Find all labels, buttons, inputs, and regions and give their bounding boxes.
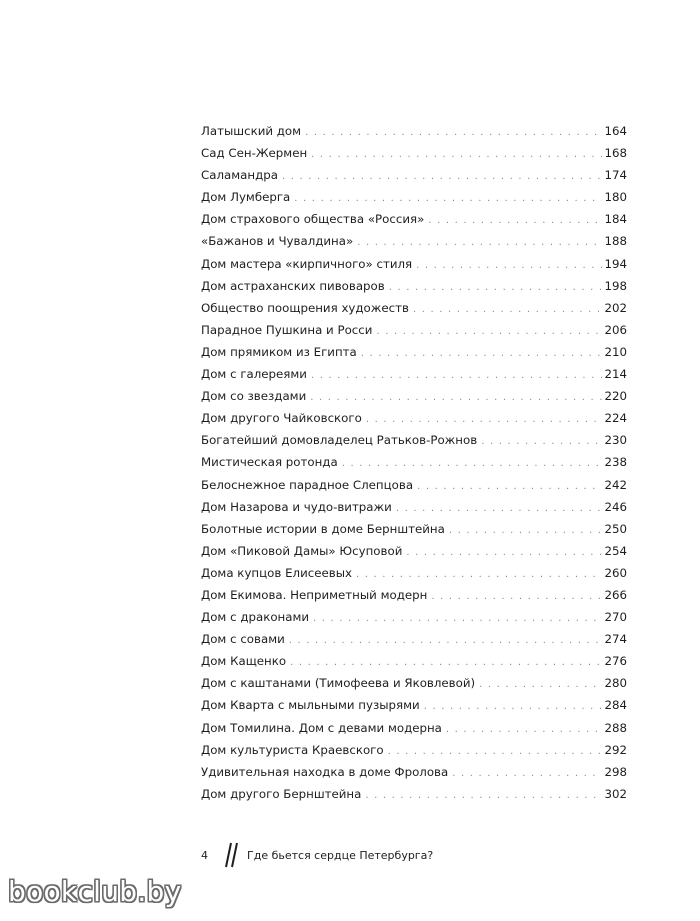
- footer-book-title: Где бьется сердце Петербурга?: [247, 848, 434, 862]
- toc-entry-title: Болотные истории в доме Бернштейна: [201, 521, 445, 536]
- toc-entry-title: Дом Кащенко: [201, 654, 287, 669]
- toc-entry-title: Дом культуриста Краевского: [201, 742, 384, 757]
- toc-entry: [201, 694, 627, 716]
- toc-entry-title: Дом с каштанами (Тимофеева и Яковлевой): [201, 676, 476, 691]
- toc-entry-title: Богатейший домовладелец Ратьков-Рожнов: [201, 433, 478, 448]
- toc-entry: [201, 230, 627, 252]
- toc-entry-page: 302: [604, 786, 627, 801]
- toc-entry-page: 198: [604, 278, 627, 293]
- dot-leader: [479, 674, 602, 696]
- toc-entry: [201, 584, 627, 606]
- dot-leader: [342, 453, 603, 475]
- toc-entry-title: Дом Екимова. Неприметный модерн: [201, 587, 428, 602]
- toc-entry-page: 168: [604, 146, 627, 161]
- dot-leader: [417, 476, 602, 498]
- dot-leader: [282, 166, 603, 188]
- toc-entry-page: 238: [604, 455, 627, 470]
- toc-entry: [201, 628, 627, 650]
- toc-entry: [201, 164, 627, 186]
- toc-entry-title: Дом Кварта с мыльными пузырями: [201, 698, 420, 713]
- dot-leader: [449, 520, 603, 542]
- toc-entry-title: Дом с совами: [201, 632, 285, 647]
- toc-entry-title: Общество поощрения художеств: [201, 300, 409, 315]
- dot-leader: [406, 542, 602, 564]
- toc-entry-page: 274: [604, 632, 627, 647]
- toc-entry: [201, 739, 627, 761]
- page-footer: [201, 840, 433, 870]
- dot-leader: [446, 719, 603, 741]
- watermark: bookclub.by: [8, 875, 182, 908]
- dot-leader: [313, 608, 602, 630]
- toc-entry-title: Дом страхового общества «Россия»: [201, 212, 425, 227]
- dot-leader: [356, 564, 602, 586]
- toc-entry: [201, 518, 627, 540]
- dot-leader: [424, 696, 603, 718]
- toc-entry-page: 288: [604, 720, 627, 735]
- dot-leader: [452, 763, 602, 785]
- toc-entry-title: Сад Сен-Жермен: [201, 146, 308, 161]
- toc-entry: [201, 341, 627, 363]
- toc-entry-page: 220: [604, 389, 627, 404]
- toc-entry: [201, 474, 627, 496]
- toc-entry-page: 206: [604, 322, 627, 337]
- toc-entry-page: 224: [604, 411, 627, 426]
- toc-entry: [201, 496, 627, 518]
- dot-leader: [396, 498, 603, 520]
- dot-leader: [311, 144, 602, 166]
- dot-leader: [310, 387, 602, 409]
- toc-entry-page: 242: [604, 477, 627, 492]
- toc-entry-title: Латышский дом: [201, 124, 302, 138]
- toc-entry-title: Саламандра: [201, 168, 278, 183]
- dot-leader: [366, 409, 603, 431]
- toc-entry-page: 184: [604, 212, 627, 227]
- toc-entry: [201, 297, 627, 319]
- toc-entry: [201, 451, 627, 473]
- toc-entry-page: 214: [604, 367, 627, 382]
- toc-entry-title: Белоснежное парадное Слепцова: [201, 477, 414, 492]
- toc-entry: [201, 783, 627, 805]
- toc-entry: [201, 650, 627, 672]
- toc-entry: [201, 717, 627, 739]
- double-slash-icon: [219, 840, 241, 870]
- toc-entry: [201, 253, 627, 275]
- toc-entry: [201, 142, 627, 164]
- toc-entry-title: Дом другого Чайковского: [201, 411, 362, 426]
- toc-entry-title: Парадное Пушкина и Росси: [201, 322, 373, 337]
- dot-leader: [481, 431, 602, 453]
- toc-entry-page: 266: [604, 587, 627, 602]
- toc-entry-page: 180: [604, 190, 627, 205]
- toc-entry-page: 174: [604, 168, 627, 183]
- toc-entry-title: Дом Лумберга: [201, 190, 291, 205]
- toc-entry-page: 270: [604, 610, 627, 625]
- toc-entry: [201, 120, 627, 142]
- dot-leader: [357, 232, 602, 254]
- toc-entry-title: Дом Томилина. Дом с девами модерна: [201, 720, 442, 735]
- dot-leader: [388, 741, 603, 763]
- toc-entry: [201, 429, 627, 451]
- toc-entry-title: Дом мастера «кирпичного» стиля: [201, 256, 413, 271]
- dot-leader: [389, 277, 603, 299]
- toc-entry-page: 194: [604, 256, 627, 271]
- toc-entry-page: 254: [604, 543, 627, 558]
- toc-entry: [201, 540, 627, 562]
- toc-entry-page: 284: [604, 698, 627, 713]
- toc-entry-title: Дом прямиком из Египта: [201, 344, 357, 359]
- toc-entry-title: «Бажанов и Чувалдина»: [201, 234, 354, 249]
- toc-entry-title: Удивительная находка в доме Фролова: [201, 764, 449, 779]
- dot-leader: [311, 365, 603, 387]
- dot-leader: [290, 652, 602, 674]
- toc-entry-page: 210: [604, 344, 627, 359]
- toc-entry-page: 260: [604, 565, 627, 580]
- dot-leader: [294, 188, 602, 210]
- toc-entry: [201, 319, 627, 341]
- toc-entry: [201, 186, 627, 208]
- dot-leader: [431, 586, 602, 608]
- toc-entry-page: 164: [604, 124, 627, 138]
- dot-leader: [305, 122, 602, 144]
- table-of-contents: [201, 120, 627, 805]
- toc-entry-page: 298: [604, 764, 627, 779]
- toc-entry: [201, 606, 627, 628]
- toc-entry-title: Дома купцов Елисеевых: [201, 565, 352, 580]
- toc-entry: [201, 275, 627, 297]
- dot-leader: [416, 255, 602, 277]
- footer-page-number: 4: [201, 848, 208, 862]
- toc-entry-page: 188: [604, 234, 627, 249]
- dot-leader: [365, 785, 602, 807]
- toc-entry: [201, 672, 627, 694]
- toc-entry-title: Дом другого Бернштейна: [201, 786, 362, 801]
- toc-entry-page: 230: [604, 433, 627, 448]
- toc-entry-title: Дом со звездами: [201, 389, 307, 404]
- toc-entry: [201, 562, 627, 584]
- dot-leader: [289, 630, 603, 652]
- toc-entry: [201, 761, 627, 783]
- toc-entry-title: Дом «Пиковой Дамы» Юсуповой: [201, 543, 403, 558]
- toc-entry: [201, 363, 627, 385]
- dot-leader: [428, 210, 602, 232]
- toc-entry-title: Дом с галереями: [201, 367, 307, 382]
- toc-entry-title: Мистическая ротонда: [201, 455, 338, 470]
- toc-entry-title: Дом с драконами: [201, 610, 310, 625]
- toc-entry-page: 250: [604, 521, 627, 536]
- toc-entry-page: 246: [604, 499, 627, 514]
- toc-entry: [201, 385, 627, 407]
- toc-entry-page: 292: [604, 742, 627, 757]
- toc-entry-title: Дом Назарова и чудо-витражи: [201, 499, 392, 514]
- dot-leader: [413, 299, 602, 321]
- toc-entry-page: 276: [604, 654, 627, 669]
- toc-entry: [201, 208, 627, 230]
- toc-entry: [201, 407, 627, 429]
- toc-entry-page: 202: [604, 300, 627, 315]
- toc-entry-title: Дом астраханских пивоваров: [201, 278, 385, 293]
- toc-entry-page: 280: [604, 676, 627, 691]
- dot-leader: [376, 321, 602, 343]
- dot-leader: [361, 343, 603, 365]
